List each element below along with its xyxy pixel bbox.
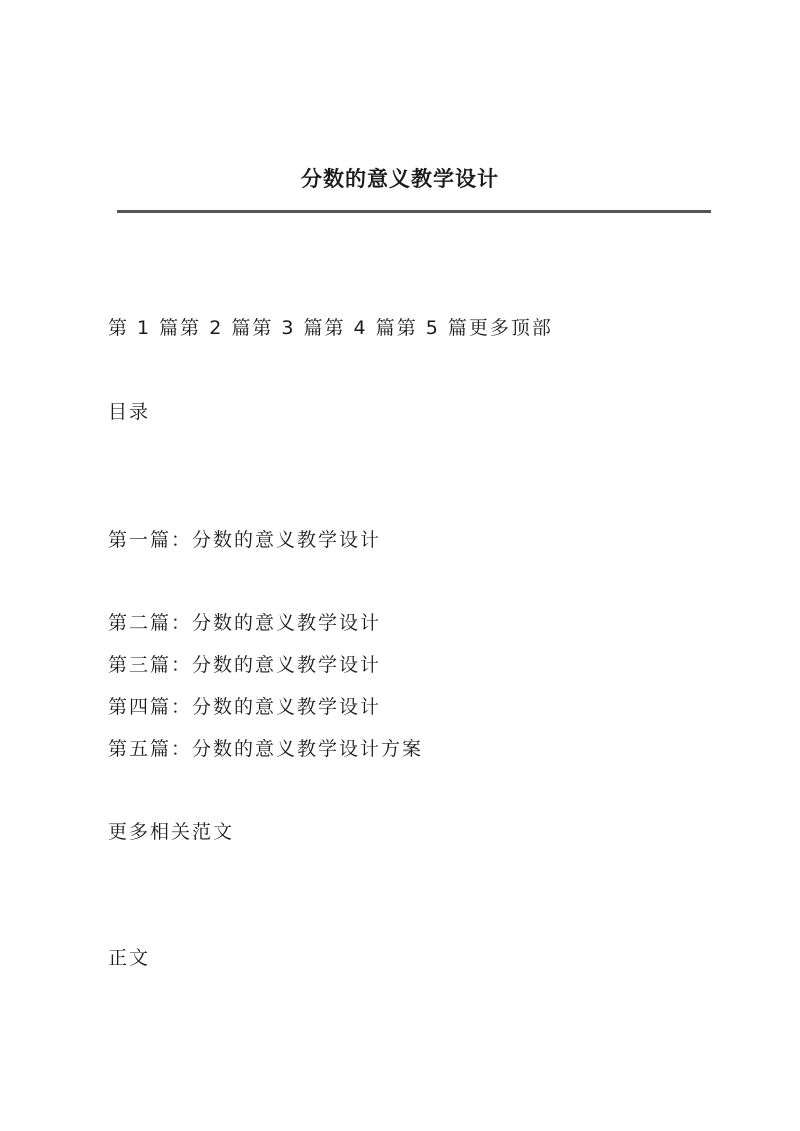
nav-link-part-5[interactable]: 第 5 篇 (396, 317, 469, 339)
body-heading: 正文 (108, 947, 151, 969)
nav-link-top[interactable]: 顶部 (510, 317, 553, 339)
title-underline (117, 210, 711, 213)
nav-link-part-2[interactable]: 第 2 篇 (180, 317, 253, 339)
more-related-link[interactable]: 更多相关范文 (108, 821, 235, 843)
document-title: 分数的意义教学设计 (301, 166, 499, 191)
nav-link-part-1[interactable]: 第 1 篇 (108, 317, 181, 339)
toc-entry-1[interactable]: 第一篇：分数的意义教学设计 (108, 529, 382, 551)
toc-entry-5[interactable]: 第五篇：分数的意义教学设计方案 (108, 738, 424, 760)
toc-entry-2[interactable]: 第二篇：分数的意义教学设计 (108, 612, 382, 634)
nav-link-part-4[interactable]: 第 4 篇 (324, 317, 397, 339)
toc-entry-3[interactable]: 第三篇：分数的意义教学设计 (108, 654, 382, 676)
nav-link-part-3[interactable]: 第 3 篇 (252, 317, 325, 339)
toc-entry-4[interactable]: 第四篇：分数的意义教学设计 (108, 696, 382, 718)
nav-link-more[interactable]: 更多 (468, 317, 511, 339)
toc-heading: 目录 (108, 401, 151, 423)
section-nav (108, 314, 553, 342)
